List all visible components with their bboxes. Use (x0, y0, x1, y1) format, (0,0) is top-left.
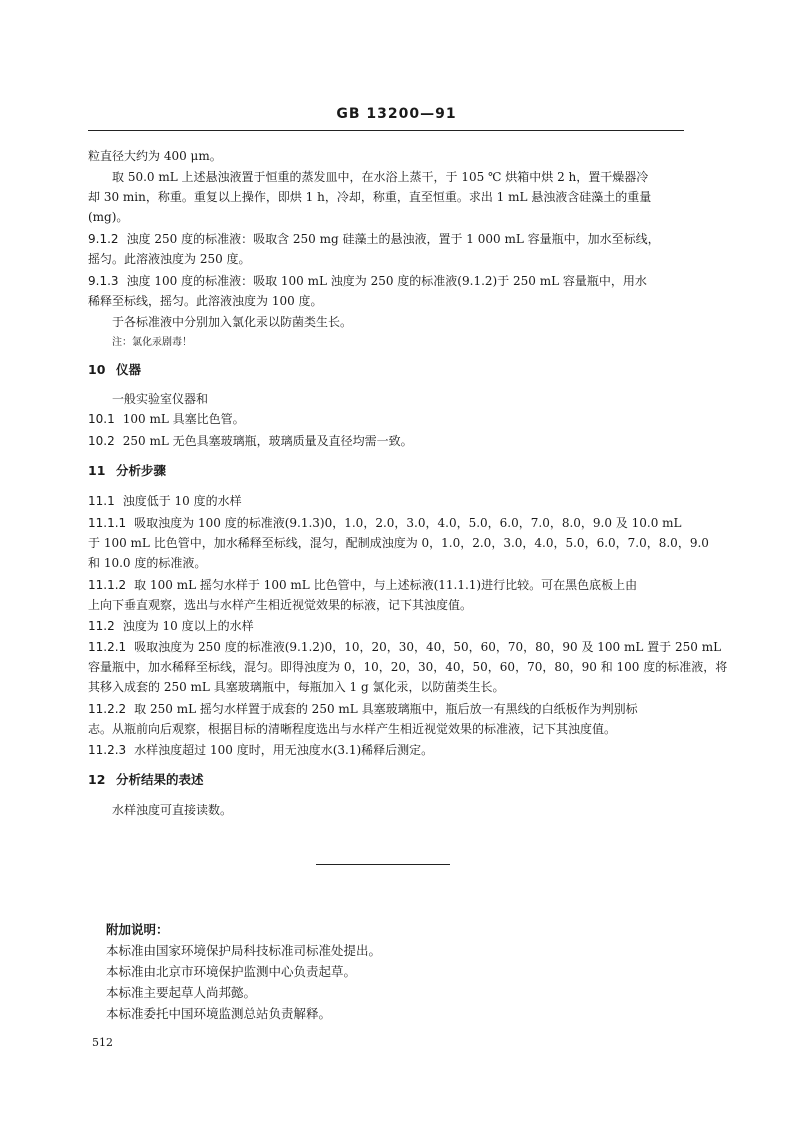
paragraph-line: 却 30 min，称重。重复以上操作，即烘 1 h，冷却，称重，直至恒重。求出 1 mL 悬浊液含硅藻土的重量 (88, 190, 652, 204)
additional-notes-item: 本标准委托中国环境监测总站负责解释。 (106, 1006, 332, 1021)
paragraph-line: 其移入成套的 250 mL 具塞玻璃瓶中，每瓶加入 1 g 氯化汞，以防菌类生长。 (88, 680, 505, 694)
paragraph-line: 于 100 mL 比色管中，加水稀释至标线，混匀，配制成浊度为 0，1.0，2.0，3.0，4.0，5.0，6.0，7.0，8.0，9.0 (88, 536, 709, 550)
clause-number: 11.1 (88, 494, 115, 508)
clause-text: 100 mL 具塞比色管。 (122, 412, 245, 426)
clause-11-1 (88, 492, 242, 509)
paragraph-line: 一般实验室仪器和 (112, 392, 209, 406)
clause-text: 浊度 100 度的标准液：吸取 100 mL 浊度为 250 度的标准液(9.1.2)于 250 mL 容量瓶中，用水 (126, 274, 647, 288)
header-rule (88, 130, 684, 131)
clause-number: 11.1.1 (88, 516, 127, 530)
clause-10-2 (88, 432, 413, 449)
clause-11-1-2 (88, 576, 637, 593)
clause-number: 9.1.3 (88, 274, 119, 288)
clause-text: 取 250 mL 摇匀水样置于成套的 250 mL 具塞玻璃瓶中，瓶后放一有黑线的白纸板作为判别标 (134, 702, 638, 716)
clause-11-2-2 (88, 700, 638, 717)
additional-notes-title: 附加说明： (106, 922, 169, 937)
additional-notes-item: 本标准由北京市环境保护监测中心负责起草。 (106, 964, 357, 979)
clause-11-1-1 (88, 514, 682, 531)
section-title: 仪器 (116, 362, 142, 377)
clause-11-2-1 (88, 638, 721, 655)
clause-number: 11.2 (88, 619, 115, 633)
clause-text: 250 mL 无色具塞玻璃瓶，玻璃质量及直径均需一致。 (122, 434, 413, 448)
section-number: 12 (88, 772, 106, 787)
document-header: GB 13200—91 (336, 106, 457, 122)
clause-text: 浊度为 10 度以上的水样 (122, 619, 254, 633)
clause-number: 11.2.2 (88, 702, 127, 716)
section-number: 10 (88, 362, 106, 377)
clause-text: 吸取浊度为 100 度的标准液(9.1.3)0，1.0，2.0，3.0，4.0，5.0，6.0，7.0，8.0，9.0 及 10.0 mL (134, 516, 682, 530)
paragraph-line: 摇匀。此溶液浊度为 250 度。 (88, 252, 251, 266)
clause-text: 浊度低于 10 度的水样 (122, 494, 242, 508)
clause-number: 10.2 (88, 434, 115, 448)
clause-9-1-2 (88, 230, 660, 247)
clause-number: 11.2.1 (88, 640, 127, 654)
section-title: 分析步骤 (116, 463, 167, 478)
section-12-heading (88, 770, 204, 788)
clause-number: 11.2.3 (88, 743, 127, 757)
clause-text: 水样浊度超过 100 度时，用无浊度水(3.1)稀释后测定。 (134, 743, 434, 757)
paragraph-line: 粒直径大约为 400 μm。 (88, 149, 222, 163)
clause-9-1-3 (88, 272, 647, 289)
additional-notes-item: 本标准由国家环境保护局科技标准司标准处提出。 (106, 943, 382, 958)
paragraph-line: 稀释至标线，摇匀。此溶液浊度为 100 度。 (88, 294, 323, 308)
clause-text: 取 100 mL 摇匀水样于 100 mL 比色管中，与上述标液(11.1.1)进行比较。可在黑色底板上由 (134, 578, 638, 592)
paragraph-line: 和 10.0 度的标准液。 (88, 556, 207, 570)
section-title: 分析结果的表述 (116, 772, 204, 787)
section-number: 11 (88, 463, 106, 478)
clause-number: 9.1.2 (88, 232, 119, 246)
section-11-heading (88, 461, 166, 479)
clause-number: 11.1.2 (88, 578, 127, 592)
paragraph-line: 志。从瓶前向后观察，根据目标的清晰程度选出与水样产生相近视觉效果的标准液，记下其浊度值。 (88, 722, 617, 736)
paragraph-line: 容量瓶中，加水稀释至标线，混匀。即得浊度为 0，10，20，30，40，50，60，70，80，90 和 100 度的标准液，将 (88, 660, 728, 674)
paragraph-line: (mg)。 (88, 210, 129, 224)
clause-11-2-3 (88, 741, 433, 758)
clause-number: 10.1 (88, 412, 115, 426)
page-number: 512 (92, 1036, 113, 1049)
paragraph-line: 取 50.0 mL 上述悬浊液置于恒重的蒸发皿中，在水浴上蒸干，于 105 ℃ 烘箱中烘 2 h，置干燥器冷 (112, 170, 649, 184)
additional-notes-item: 本标准主要起草人尚邦懿。 (106, 985, 257, 1000)
section-10-heading (88, 360, 141, 378)
paragraph-line: 水样浊度可直接读数。 (112, 803, 233, 817)
end-rule (316, 864, 450, 865)
clause-text: 吸取浊度为 250 度的标准液(9.1.2)0，10，20，30，40，50，60，70，80，90 及 100 mL 置于 250 mL (134, 640, 722, 654)
paragraph-line: 于各标准液中分别加入氯化汞以防菌类生长。 (112, 315, 353, 329)
clause-11-2 (88, 617, 254, 634)
note-text: 注：氯化汞剧毒！ (112, 337, 192, 348)
paragraph-line: 上向下垂直观察，选出与水样产生相近视觉效果的标液，记下其浊度值。 (88, 598, 473, 612)
clause-10-1 (88, 410, 245, 427)
clause-text: 浊度 250 度的标准液：吸取含 250 mg 硅藻土的悬浊液，置于 1 000 mL 容量瓶中，加水至标线， (126, 232, 660, 246)
